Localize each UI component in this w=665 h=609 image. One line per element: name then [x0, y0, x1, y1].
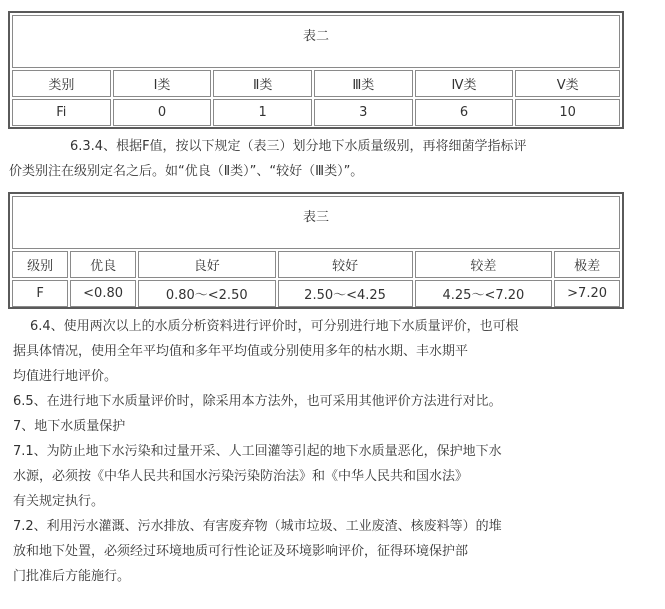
table-3-header-cell: 较好: [278, 251, 413, 278]
table-2: [8, 11, 624, 129]
body-line: 放和地下处置，必须经过环境地质可行性论证及环境影响评价，征得环境保护部: [13, 544, 469, 559]
table-3-header-cell: 优良: [70, 251, 136, 278]
table-3-header-cell: 良好: [138, 251, 276, 278]
table-2-header-cell: Ⅰ类: [113, 70, 212, 97]
table-3-value-cell: >7.20: [554, 280, 620, 307]
paragraph-line: 价类别注在级别定名之后。如“优良（Ⅱ类）”、“较好（Ⅲ类）”。: [9, 164, 364, 179]
table-2-value-cell: 1: [213, 99, 312, 126]
section-heading: 7、地下水质量保护: [13, 419, 126, 434]
body-line: 有关规定执行。: [13, 494, 105, 509]
table-2-value-cell: 6: [415, 99, 514, 126]
table-2-header-cell: Ⅳ类: [415, 70, 514, 97]
table-3-grid: [10, 194, 622, 309]
paragraph-6-3-4: [0, 134, 660, 184]
body-line: 7.2、利用污水灌溉、污水排放、有害废弃物（城市垃圾、工业废渣、核废料等）的堆: [13, 519, 502, 534]
table-2-title: 表二: [12, 15, 620, 68]
table-2-value-cell: 10: [515, 99, 620, 126]
table-3-value-cell: 2.50～<4.25: [278, 280, 413, 307]
table-3-title: 表三: [12, 196, 620, 249]
table-3-value-cell: <0.80: [70, 280, 136, 307]
table-2-value-cell: 0: [113, 99, 212, 126]
body-line: 7.1、为防止地下水污染和过量开采、人工回灌等引起的地下水质量恶化，保护地下水: [13, 444, 502, 459]
table-2-header-cell: Ⅲ类: [314, 70, 413, 97]
body-text: [0, 314, 660, 589]
table-3-header-cell: 级别: [12, 251, 68, 278]
body-line: 水源，必须按《中华人民共和国水污染污染防治法》和《中华人民共和国水法》: [13, 469, 469, 484]
body-line: 门批准后方能施行。: [13, 569, 131, 584]
table-3-value-cell: 4.25～<7.20: [415, 280, 553, 307]
table-3-value-cell: F: [12, 280, 68, 307]
table-2-grid: [10, 13, 622, 128]
table-2-header-cell: 类别: [12, 70, 111, 97]
body-line: 6.5、在进行地下水质量评价时，除采用本方法外，也可采用其他评价方法进行对比。: [13, 394, 502, 409]
table-2-header-cell: Ⅱ类: [213, 70, 312, 97]
body-line: 据具体情况，使用全年平均值和多年平均值或分别使用多年的枯水期、丰水期平: [13, 344, 469, 359]
table-3-value-cell: 0.80～<2.50: [138, 280, 276, 307]
table-2-value-cell: 3: [314, 99, 413, 126]
table-3: [8, 192, 624, 309]
table-2-header-cell: Ⅴ类: [515, 70, 620, 97]
table-3-header-cell: 较差: [415, 251, 553, 278]
table-2-value-cell: Fi: [12, 99, 111, 126]
body-line: 6.4、使用两次以上的水质分析资料进行评价时，可分别进行地下水质量评价，也可根: [30, 319, 519, 334]
paragraph-line: 6.3.4、根据F值，按以下规定（表三）划分地下水质量级别，再将细菌学指标评: [70, 139, 527, 154]
body-line: 均值进行地评价。: [13, 369, 118, 384]
table-3-header-cell: 极差: [554, 251, 620, 278]
